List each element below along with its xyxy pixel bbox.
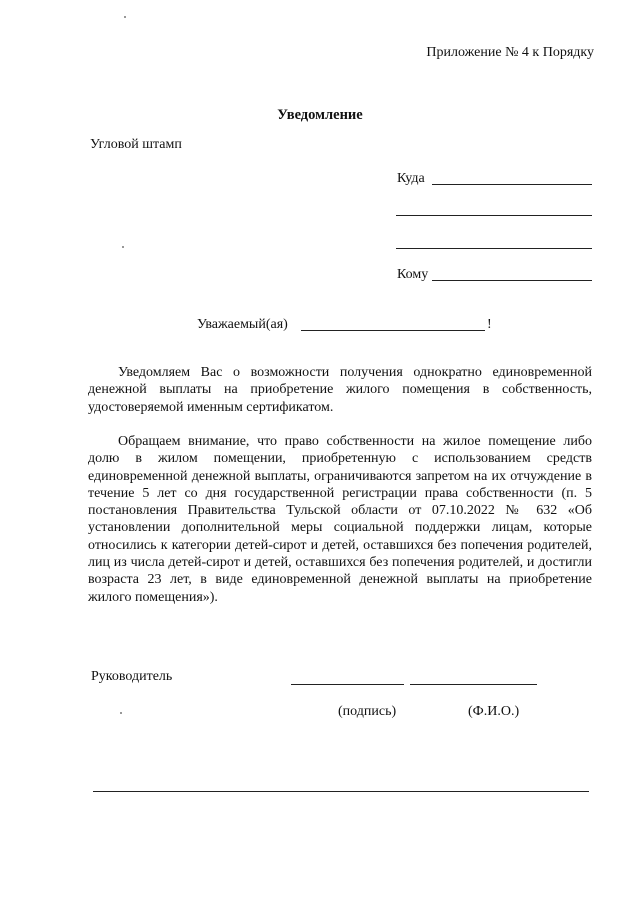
signature-caption: (подпись)	[338, 704, 397, 719]
corner-stamp-label: Угловой штамп	[90, 137, 182, 152]
paragraph-2: Обращаем внимание, что право собственности на жилое помещение либо долю в жилом помещении, приобретенную с использованием средств единовременной денежной выплаты, ограничиваются запретом на их отчуждение в течение 5 лет со дня государственной регистрации права собственности (п. 5 постановления Правительства Тульской области от 07.10.2022 № 632 «Об установлении дополнительной меры социальной поддержки лицам, которые относились к категории детей-сирот и детей, оставшихся без попечения родителей, лиц из числа детей-сирот и детей, оставшихся без попечения родителей, и достигли возраста 23 лет, в виде единовременной денежной выплаты на приобретение жилого помещения»).	[88, 434, 592, 605]
head-role-label: Руководитель	[91, 669, 173, 684]
scan-speck	[120, 712, 122, 714]
scan-speck	[122, 246, 124, 248]
greeting-exclamation: !	[487, 317, 492, 332]
to-label: Куда	[397, 171, 425, 186]
document-title: Уведомление	[277, 107, 363, 123]
appendix-reference: Приложение № 4 к Порядку	[426, 45, 594, 60]
address-blank-line-3	[396, 248, 592, 249]
to-row	[397, 170, 425, 187]
signature-blank-line	[291, 684, 404, 685]
whom-blank-line	[432, 280, 592, 281]
addressee-blank-line	[301, 330, 485, 331]
paragraph-1: Уведомляем Вас о возможности получения однократно единовременной денежной выплаты на приобретение жилого помещения в собственность, удостоверяемой именным сертификатом.	[88, 365, 592, 415]
salutation: Уважаемый(ая)	[197, 317, 288, 332]
whom-label: Кому	[397, 267, 429, 282]
bottom-rule	[93, 791, 589, 792]
to-blank-line	[432, 184, 592, 185]
name-caption: (Ф.И.О.)	[468, 704, 520, 719]
greeting-row	[197, 316, 288, 333]
name-blank-line	[410, 684, 537, 685]
scan-speck	[124, 16, 126, 18]
whom-row	[397, 266, 428, 283]
address-blank-line-2	[396, 215, 592, 216]
